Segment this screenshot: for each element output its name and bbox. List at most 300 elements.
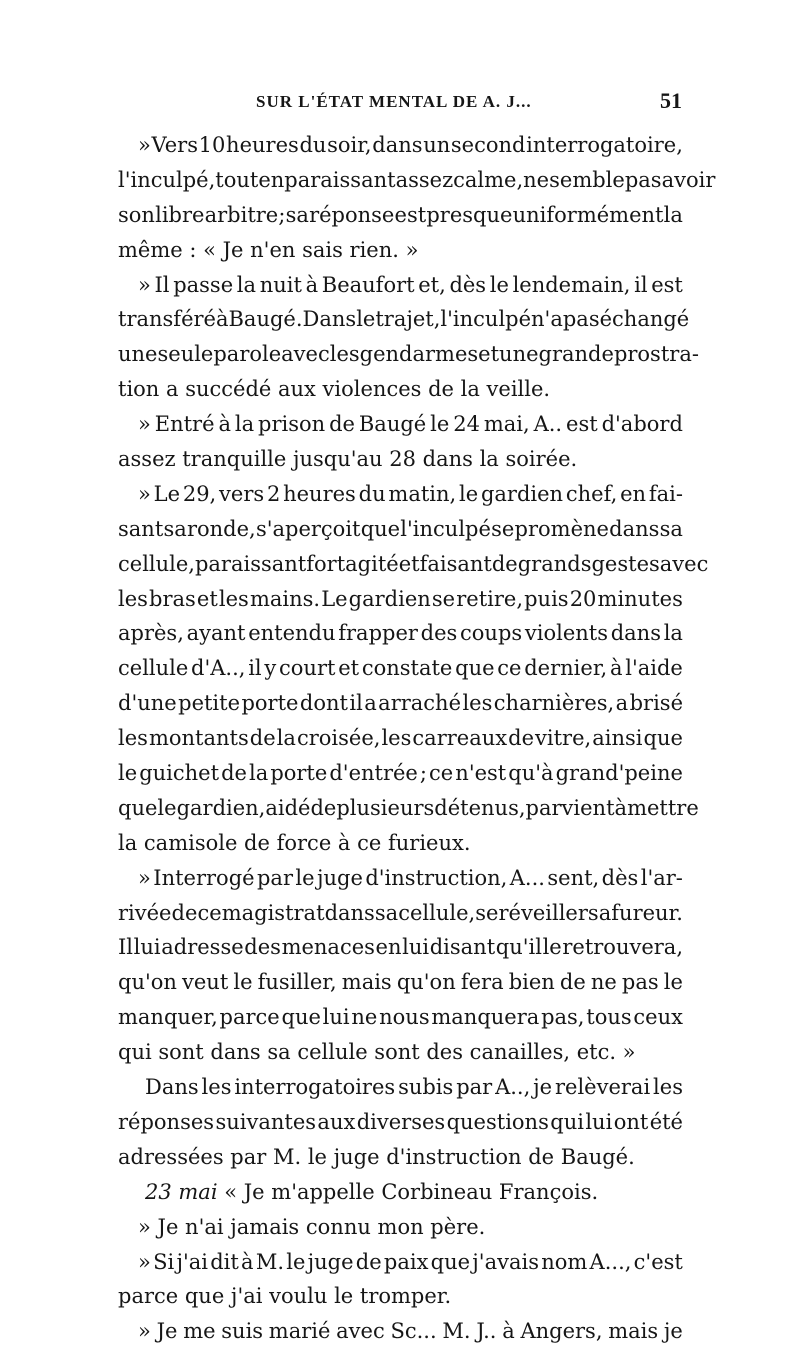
- word: Interrogé: [153, 865, 255, 890]
- word: la: [276, 726, 296, 751]
- word: la: [663, 621, 683, 646]
- word: disant: [429, 935, 496, 960]
- text-line: [118, 616, 683, 651]
- word: les: [381, 726, 412, 751]
- date-label: 23 mai: [145, 1179, 218, 1204]
- word: arbitre: [204, 202, 279, 227]
- word: le: [430, 412, 450, 437]
- word: Baugé.: [228, 307, 303, 332]
- word: j'ai: [176, 1249, 208, 1274]
- word: fera: [460, 970, 504, 995]
- word: ainsi: [592, 726, 643, 751]
- text-line: [118, 302, 690, 337]
- word: interrogatoire,: [526, 133, 683, 157]
- word: les: [118, 586, 148, 611]
- word: Angers,: [520, 1319, 603, 1344]
- word: d'A..,: [191, 656, 246, 681]
- word: Beaufort: [321, 272, 415, 297]
- word: c'est: [633, 1249, 683, 1274]
- word: retire,: [456, 586, 523, 611]
- word: mais: [608, 1319, 659, 1344]
- text-line: [118, 686, 683, 721]
- word: est: [566, 412, 598, 437]
- text-line: [118, 1070, 683, 1105]
- word: manquera: [431, 1005, 540, 1030]
- word: à: [614, 795, 628, 820]
- word: suivantes: [215, 1109, 317, 1134]
- word: pas: [621, 970, 659, 995]
- word: Il: [154, 272, 170, 297]
- word: ceux: [633, 1005, 683, 1030]
- word: Dans: [302, 307, 357, 332]
- word: vers: [219, 481, 265, 506]
- running-head: SUR L'ÉTAT MENTAL DE A. J...: [256, 92, 532, 111]
- word: que: [360, 516, 401, 541]
- word: ;: [419, 761, 427, 786]
- word: ;: [278, 202, 286, 227]
- word: dont: [299, 691, 348, 716]
- text-line: [118, 930, 683, 965]
- word: qu'on: [118, 970, 177, 995]
- word: faisant: [419, 551, 492, 576]
- word: que: [643, 726, 683, 751]
- word: du: [358, 481, 386, 506]
- word: paix: [383, 1249, 429, 1274]
- word: de: [355, 1249, 382, 1274]
- text-line: » Je n'ai jamais connu mon père.: [138, 1214, 486, 1239]
- word: avec: [336, 1319, 385, 1344]
- word: ce: [197, 900, 222, 925]
- word: ronde,: [186, 516, 256, 541]
- word: se: [431, 586, 456, 611]
- word: 29,: [182, 481, 217, 506]
- word: l'aide: [625, 656, 683, 681]
- word: fureur.: [611, 900, 683, 925]
- word: dans: [324, 900, 375, 925]
- word: est: [651, 272, 683, 297]
- word: semble: [549, 167, 625, 192]
- word: mettre: [627, 795, 699, 820]
- word: un: [423, 133, 451, 157]
- word: avec: [659, 551, 709, 576]
- word: il: [634, 272, 648, 297]
- word: Le: [321, 586, 348, 611]
- word: charnières,: [493, 691, 615, 716]
- word: sant: [118, 516, 164, 541]
- word: dans: [610, 621, 661, 646]
- text-line: [118, 337, 699, 372]
- word: menaces: [281, 935, 375, 960]
- word: minutes: [597, 586, 683, 611]
- word: court: [279, 656, 336, 681]
- text-line: tion a succédé aux violences de la veille.: [118, 377, 551, 402]
- word: le: [542, 935, 562, 960]
- word: prison: [258, 412, 326, 437]
- word: bras: [149, 586, 196, 611]
- word: seule: [157, 342, 214, 367]
- word: libre: [155, 202, 205, 227]
- page-header: [118, 88, 682, 120]
- word: grande: [538, 342, 614, 367]
- word: d'abord: [601, 412, 683, 437]
- text-line: [118, 268, 683, 303]
- word: paraissant: [194, 551, 307, 576]
- word: il: [349, 691, 363, 716]
- word: réponses: [118, 1109, 215, 1134]
- word: Baugé: [358, 412, 427, 437]
- word: dès: [601, 865, 639, 890]
- text-line: [118, 477, 683, 512]
- word: interrogatoires: [234, 1075, 396, 1100]
- word: paraissant: [284, 167, 396, 192]
- word: en: [375, 935, 402, 960]
- word: porte: [241, 691, 299, 716]
- word: l'ar-: [640, 865, 683, 890]
- word: lui: [133, 935, 161, 960]
- word: de: [329, 412, 355, 437]
- word: cellule,: [118, 551, 195, 576]
- word: juge: [307, 1249, 354, 1274]
- text-line: [118, 861, 683, 896]
- word: que: [118, 795, 158, 820]
- word: à: [502, 1319, 515, 1344]
- word: sa: [374, 900, 399, 925]
- word: des: [420, 621, 458, 646]
- word: de: [508, 726, 534, 751]
- word: tous: [586, 1005, 632, 1030]
- word: échangé: [599, 307, 690, 332]
- word: agité: [345, 551, 399, 576]
- word: fort: [306, 551, 346, 576]
- word: lui: [402, 935, 430, 960]
- word: réponse: [309, 202, 395, 227]
- word: M.: [442, 1319, 471, 1344]
- word: que: [281, 1005, 321, 1030]
- word: de: [310, 795, 337, 820]
- word: A...: [509, 865, 545, 890]
- word: le: [663, 970, 683, 995]
- word: mais: [341, 970, 392, 995]
- text-line: [118, 651, 683, 686]
- word: qu'il: [495, 935, 542, 960]
- word: cellule,: [398, 900, 476, 925]
- word: le: [489, 272, 509, 297]
- word: A..,: [495, 1075, 531, 1100]
- word: ne: [590, 970, 617, 995]
- word: ayant: [186, 621, 246, 646]
- word: cellule: [118, 656, 189, 681]
- word: 24: [453, 412, 480, 437]
- word: son: [118, 202, 155, 227]
- word: sa: [659, 516, 683, 541]
- word: sa: [587, 900, 612, 925]
- word: sent,: [547, 865, 600, 890]
- word: la: [663, 202, 683, 227]
- word: diverses: [356, 1109, 446, 1134]
- word: heures: [226, 133, 299, 157]
- text-line: [118, 198, 683, 233]
- text-line: [118, 128, 683, 163]
- word: calme,: [453, 167, 524, 192]
- text-line: la camisole de force à ce furieux.: [118, 830, 471, 855]
- word: parole: [213, 342, 282, 367]
- word: adresse: [161, 935, 244, 960]
- word: se: [475, 900, 499, 925]
- word: puis: [524, 586, 569, 611]
- word: avec: [281, 342, 330, 367]
- word: grands: [517, 551, 592, 576]
- word: de: [221, 761, 247, 786]
- word: petite: [178, 691, 241, 716]
- word: réveiller: [498, 900, 588, 925]
- word: grand'peine: [555, 761, 683, 786]
- text-line: [118, 163, 716, 198]
- word: marié: [268, 1319, 331, 1344]
- word: entendu: [248, 621, 336, 646]
- word: et: [196, 586, 218, 611]
- word: la: [234, 412, 255, 437]
- word: suis: [221, 1319, 264, 1344]
- word: transféré: [118, 307, 216, 332]
- text-line: qui sont dans sa cellule sont des canailles, etc. »: [118, 1040, 636, 1065]
- word: rivée: [118, 900, 172, 925]
- word: subis: [398, 1075, 454, 1100]
- word: mai,: [483, 412, 530, 437]
- word: violents: [524, 621, 608, 646]
- word: relèverai: [554, 1075, 651, 1100]
- text-line: [118, 721, 683, 756]
- word: Dans: [145, 1075, 199, 1100]
- word: d'entrée: [329, 761, 418, 786]
- word: je: [663, 1319, 683, 1344]
- word: des: [244, 935, 281, 960]
- word: sa: [163, 516, 187, 541]
- word: gardien: [348, 586, 431, 611]
- word: à: [241, 1249, 254, 1274]
- text-line: [118, 1105, 683, 1140]
- word: magistrat: [221, 900, 325, 925]
- word: retrouvera,: [562, 935, 683, 960]
- text-line: [118, 1245, 683, 1280]
- word: coups: [460, 621, 523, 646]
- word: de: [171, 900, 198, 925]
- word: juge: [317, 865, 363, 890]
- word: gendarmes: [359, 342, 479, 367]
- word: Je: [156, 1319, 178, 1344]
- text-line: [118, 407, 683, 442]
- text-line: [118, 1314, 683, 1349]
- word: fai-: [648, 481, 683, 506]
- word: la: [249, 761, 269, 786]
- word: d'instruction,: [365, 865, 508, 890]
- word: à: [215, 307, 229, 332]
- word: »: [138, 412, 151, 437]
- word: sa: [285, 202, 309, 227]
- word: prostra-: [613, 342, 699, 367]
- word: de: [559, 970, 586, 995]
- word: été: [649, 1109, 683, 1134]
- word: croisée,: [296, 726, 381, 751]
- word: est: [394, 202, 427, 227]
- word: me: [183, 1319, 216, 1344]
- word: porte: [270, 761, 328, 786]
- word: je: [533, 1075, 553, 1100]
- word: détenus,: [434, 795, 526, 820]
- word: Vers: [151, 133, 198, 157]
- word: »: [138, 1249, 151, 1274]
- word: nuit: [259, 272, 302, 297]
- word: gestes: [591, 551, 660, 576]
- word: aidé: [265, 795, 311, 820]
- word: heures: [283, 481, 356, 506]
- word: frapper: [338, 621, 418, 646]
- word: second: [450, 133, 526, 157]
- word: a: [364, 691, 377, 716]
- word: arraché: [378, 691, 462, 716]
- word: chef,: [565, 481, 618, 506]
- word: M.: [255, 1249, 284, 1274]
- word: les: [201, 1075, 232, 1100]
- word: gardien: [480, 481, 564, 506]
- word: Si: [153, 1249, 175, 1274]
- text-line: [118, 1000, 683, 1035]
- word: le: [157, 795, 177, 820]
- word: 2: [266, 481, 281, 506]
- word: A..: [533, 412, 563, 437]
- word: A...,: [589, 1249, 632, 1274]
- word: que: [455, 656, 495, 681]
- word: du: [299, 133, 327, 157]
- word: parce: [219, 1005, 280, 1030]
- word: Sc...: [390, 1319, 437, 1344]
- word: Il: [118, 935, 134, 960]
- word: trajet,: [375, 307, 441, 332]
- word: Le: [153, 481, 181, 506]
- word: plusieurs: [336, 795, 435, 820]
- word: le: [286, 1249, 306, 1274]
- word: montants: [148, 726, 249, 751]
- word: n'a: [531, 307, 563, 332]
- word: une: [118, 342, 158, 367]
- text-line: parce que j'ai voulu le tromper.: [118, 1284, 452, 1309]
- word: uniformément: [512, 202, 664, 227]
- word: n'est: [455, 761, 507, 786]
- word: nous: [379, 1005, 430, 1030]
- word: aux: [317, 1109, 356, 1134]
- word: matin,: [388, 481, 457, 506]
- word: guichet: [139, 761, 220, 786]
- word: après,: [118, 621, 184, 646]
- word: vitre,: [535, 726, 592, 751]
- word: veut: [182, 970, 229, 995]
- word: ne: [351, 1005, 378, 1030]
- word: se: [491, 516, 515, 541]
- word: dans: [609, 516, 660, 541]
- word: les: [462, 691, 493, 716]
- word: dans: [372, 133, 423, 157]
- word: »: [138, 865, 151, 890]
- text-line: adressées par M. le juge d'instruction de Baugé.: [118, 1144, 635, 1169]
- word: »: [138, 1319, 151, 1344]
- word: l'inculpé: [440, 307, 532, 332]
- word: de: [249, 726, 276, 751]
- word: dès: [449, 272, 487, 297]
- text-line: [118, 756, 683, 791]
- word: et: [338, 656, 360, 681]
- word: »: [138, 481, 151, 506]
- word: ce: [497, 656, 522, 681]
- word: l'inculpé: [400, 516, 491, 541]
- word: y: [264, 656, 277, 681]
- word: que: [430, 1249, 471, 1274]
- word: à: [609, 656, 623, 681]
- text-line: [118, 791, 699, 826]
- word: en: [620, 481, 647, 506]
- word: nom: [541, 1249, 588, 1274]
- text-line: [118, 547, 709, 582]
- word: parvient: [525, 795, 615, 820]
- word: fusiller,: [257, 970, 337, 995]
- word: dernier,: [524, 656, 608, 681]
- word: les: [329, 342, 360, 367]
- body-text: [118, 128, 716, 1349]
- word: et: [398, 551, 420, 576]
- word: à: [305, 272, 319, 297]
- word: ne: [523, 167, 550, 192]
- word: lui: [322, 1005, 350, 1030]
- word: les: [653, 1075, 683, 1100]
- word: tout: [215, 167, 259, 192]
- word: qui: [550, 1109, 584, 1134]
- word: avoir: [661, 167, 716, 192]
- word: »: [138, 272, 151, 297]
- word: J..: [476, 1319, 497, 1344]
- word: par: [456, 1075, 493, 1100]
- word: assez: [395, 167, 454, 192]
- word: 10: [198, 133, 226, 157]
- word: carreaux: [412, 726, 508, 751]
- word: pas,: [541, 1005, 585, 1030]
- word: a: [615, 691, 629, 716]
- word: le: [295, 865, 315, 890]
- word: 20: [569, 586, 597, 611]
- word: il: [248, 656, 262, 681]
- word: une: [499, 342, 539, 367]
- word: à: [218, 412, 231, 437]
- word: bien: [508, 970, 555, 995]
- word: le: [118, 761, 138, 786]
- word: de: [491, 551, 518, 576]
- word: en: [258, 167, 285, 192]
- word: ont: [613, 1109, 649, 1134]
- quote-text: « Je m'appelle Corbineau François.: [224, 1179, 599, 1204]
- word: brisé: [629, 691, 683, 716]
- word: le: [459, 481, 479, 506]
- word: gardien,: [176, 795, 266, 820]
- text-line-dated: [118, 1175, 683, 1210]
- word: »: [138, 133, 151, 157]
- word: la: [236, 272, 257, 297]
- word: lui: [585, 1109, 613, 1134]
- word: le: [233, 970, 253, 995]
- word: passe: [173, 272, 234, 297]
- text-line: assez tranquille jusqu'au 28 dans la soirée.: [118, 447, 578, 472]
- word: d'une: [118, 691, 177, 716]
- word: questions: [446, 1109, 549, 1134]
- word: pas: [624, 167, 662, 192]
- text-line: même : « Je n'en sais rien. »: [118, 237, 419, 262]
- word: presque: [426, 202, 513, 227]
